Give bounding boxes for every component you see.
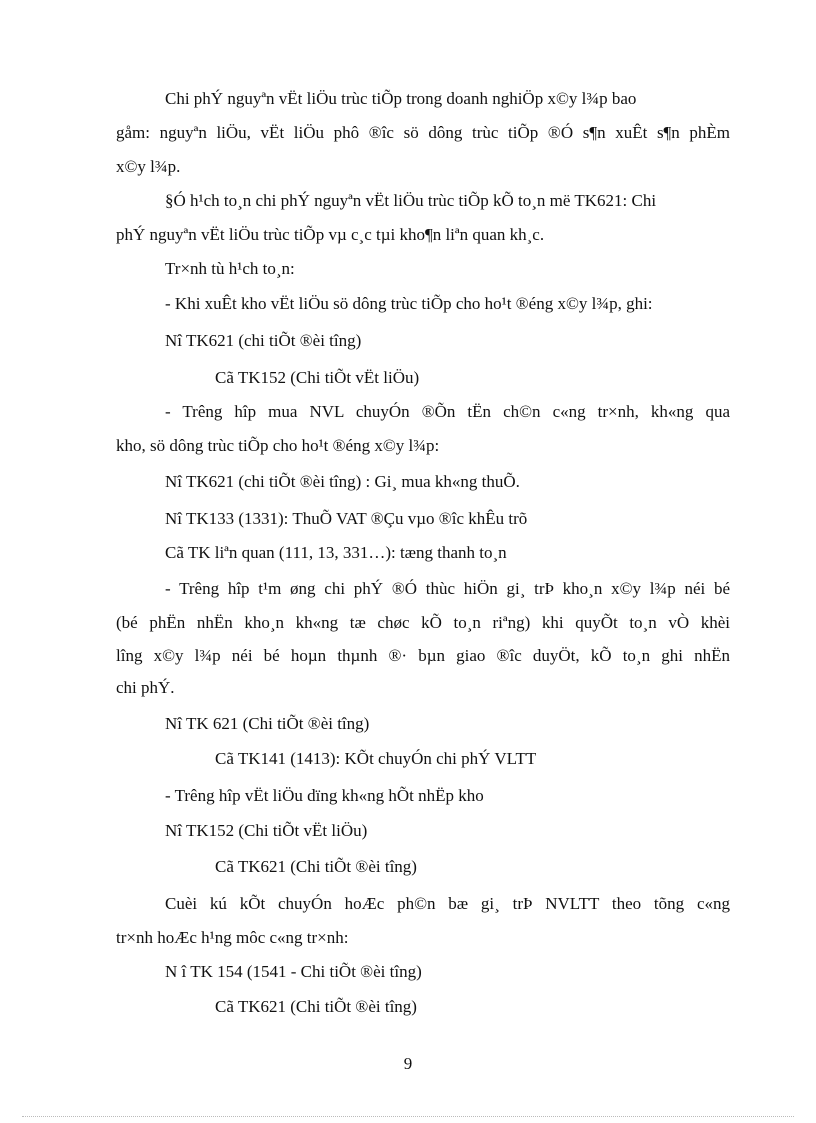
text-line: - Trêng hîp mua NVL chuyÓn ®Õn tËn ch©n c«ng tr×nh, kh«ng qua bbox=[165, 402, 730, 421]
text-line: chi phÝ. bbox=[116, 678, 175, 697]
text-line: Tr×nh tù h¹ch to¸n: bbox=[165, 259, 295, 278]
text-line: §Ó h¹ch to¸n chi phÝ nguyªn vËt liÖu trùc tiÕp kÕ to¸n më TK621: Chi bbox=[165, 191, 657, 210]
text-line: tr×nh hoÆc h¹ng môc c«ng tr×nh: bbox=[116, 928, 349, 947]
page-border-divider bbox=[22, 1116, 794, 1117]
text-line: - Trêng hîp t¹m øng chi phÝ ®Ó thùc hiÖn gi¸ trÞ kho¸n x©y l¾p néi bé bbox=[165, 579, 730, 598]
text-line: Chi phÝ nguyªn vËt liÖu trùc tiÕp trong doanh nghiÖp x©y l¾p bao bbox=[165, 89, 637, 108]
text-line: Nî TK621 (chi tiÕt ®èi tîng) : Gi¸ mua kh«ng thuÕ. bbox=[165, 472, 520, 491]
text-line: lîng x©y l¾p néi bé hoµn thµnh ®· bµn giao ®îc duyÖt, kÕ to¸n ghi nhËn bbox=[116, 646, 730, 665]
text-line: Nî TK133 (1331): ThuÕ VAT ®Çu vµo ®îc khÊu trõ bbox=[165, 509, 528, 528]
page-number: 9 bbox=[403, 1054, 413, 1073]
text-line: Cã TK152 (Chi tiÕt vËt liÖu) bbox=[215, 368, 420, 387]
text-line: N î TK 154 (1541 - Chi tiÕt ®èi tîng) bbox=[165, 962, 422, 981]
text-line: Cã TK621 (Chi tiÕt ®èi tîng) bbox=[215, 997, 417, 1016]
text-line: Nî TK 621 (Chi tiÕt ®èi tîng) bbox=[165, 714, 370, 733]
text-line: Cuèi kú kÕt chuyÓn hoÆc ph©n bæ gi¸ trÞ NVLTT theo tõng c«ng bbox=[165, 894, 730, 913]
text-line: Nî TK152 (Chi tiÕt vËt liÖu) bbox=[165, 821, 368, 840]
text-line: Cã TK621 (Chi tiÕt ®èi tîng) bbox=[215, 857, 417, 876]
text-line: gåm: nguyªn liÖu, vËt liÖu phô ®îc sö dông trùc tiÕp ®Ó s¶n xuÊt s¶n phÈm bbox=[116, 123, 730, 142]
text-line: phÝ nguyªn vËt liÖu trùc tiÕp vµ c¸c tµi kho¶n liªn quan kh¸c. bbox=[116, 225, 545, 244]
text-line: Cã TK141 (1413): KÕt chuyÓn chi phÝ VLTT bbox=[215, 749, 537, 768]
text-line: Cã TK liªn quan (111, 13, 331…): tæng thanh to¸n bbox=[165, 543, 507, 562]
text-line: (bé phËn nhËn kho¸n kh«ng tæ chøc kÕ to¸n riªng) khi quyÕt to¸n vÒ khèi bbox=[116, 613, 730, 632]
text-line: x©y l¾p. bbox=[116, 157, 181, 176]
text-line: Nî TK621 (chi tiÕt ®èi tîng) bbox=[165, 331, 362, 350]
text-line: kho, sö dông trùc tiÕp cho ho¹t ®éng x©y l¾p: bbox=[116, 436, 440, 455]
text-line: - Trêng hîp vËt liÖu dïng kh«ng hÕt nhËp kho bbox=[165, 786, 484, 805]
text-line: - Khi xuÊt kho vËt liÖu sö dông trùc tiÕp cho ho¹t ®éng x©y l¾p, ghi: bbox=[165, 294, 653, 313]
